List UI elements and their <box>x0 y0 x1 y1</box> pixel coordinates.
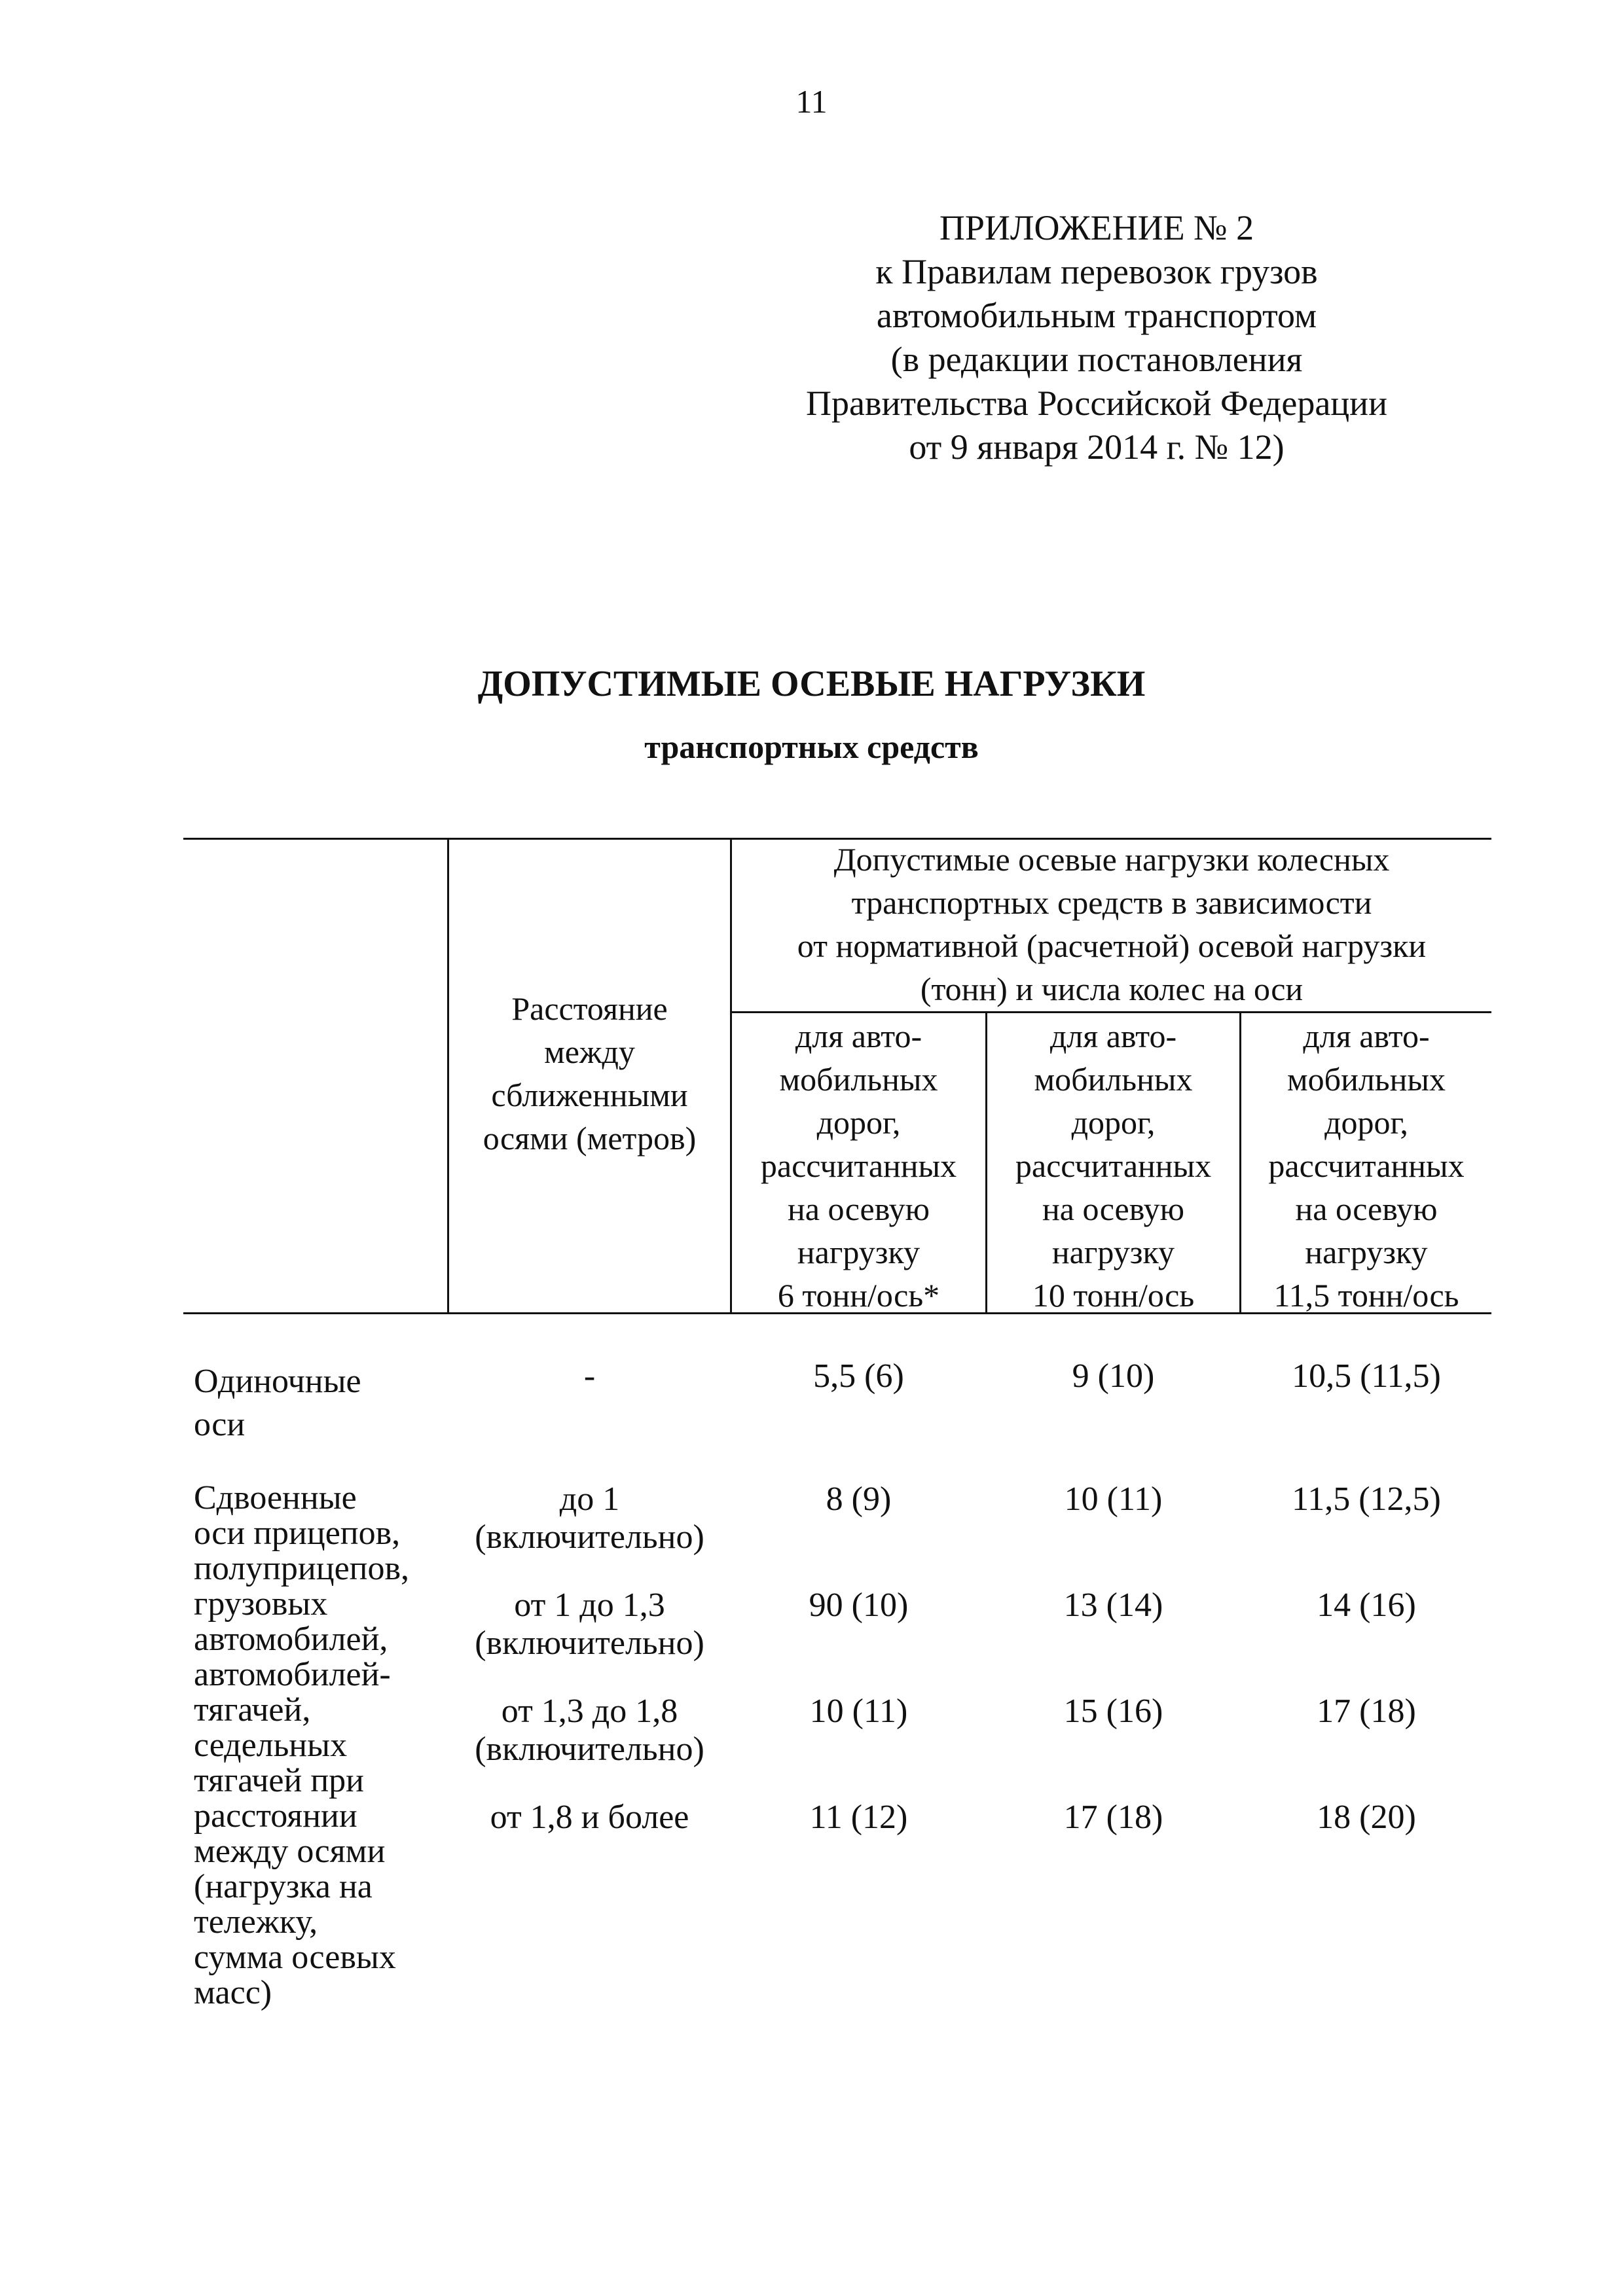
double-value-11-5t: 14 (16) <box>1317 1587 1416 1624</box>
row-label-single: Одиночные оси <box>194 1363 361 1443</box>
double-value-10t: 17 (18) <box>1063 1799 1163 1836</box>
document-title: ДОПУСТИМЫЕ ОСЕВЫЕ НАГРУЗКИ <box>477 664 1146 704</box>
double-value-11-5t: 11,5 (12,5) <box>1292 1480 1441 1518</box>
header-col-6t: для авто- мобильных дорог, рассчитанных на осевую нагрузку 6 тонн/ось* <box>760 1018 957 1314</box>
document-subtitle: транспортных средств <box>644 728 979 765</box>
single-distance: - <box>583 1357 596 1395</box>
appendix-line: к Правилам перевозок грузов <box>875 252 1318 291</box>
double-value-6t: 8 (9) <box>826 1480 892 1518</box>
double-distance: от 1,8 и более <box>490 1799 689 1836</box>
double-value-6t: 11 (12) <box>809 1799 908 1836</box>
double-value-10t: 13 (14) <box>1063 1587 1163 1624</box>
appendix-block <box>753 206 1440 469</box>
double-value-6t: 10 (11) <box>809 1693 908 1730</box>
row-label-double: Сдвоенные оси прицепов, полуприцепов, грузовых автомобилей, автомобилей- тягачей, седельных тягачей при расстоянии между осями (нагрузка на тележку, сумма осевых масс) <box>194 1479 410 2011</box>
single-value-10t: 9 (10) <box>1072 1357 1155 1395</box>
header-col-10t: для авто- мобильных дорог, рассчитанных на осевую нагрузку 10 тонн/ось <box>1015 1018 1212 1314</box>
double-value-10t: 10 (11) <box>1064 1480 1163 1518</box>
appendix-line: ПРИЛОЖЕНИЕ № 2 <box>939 208 1254 247</box>
single-value-6t: 5,5 (6) <box>813 1357 904 1395</box>
single-value-11-5t: 10,5 (11,5) <box>1292 1357 1441 1395</box>
table-group-rule <box>730 1011 1491 1013</box>
double-distance: до 1 (включительно) <box>475 1480 704 1556</box>
header-group: Допустимые осевые нагрузки колесных транспортных средств в зависимости от нормативной (расчетной) осевой нагрузки (тонн) и числа колес на оси <box>797 841 1427 1007</box>
double-value-10t: 15 (16) <box>1063 1693 1163 1730</box>
appendix-line: (в редакции постановления <box>890 340 1303 379</box>
page-number: 11 <box>795 83 828 120</box>
double-distance: от 1,3 до 1,8 (включительно) <box>475 1693 704 1768</box>
appendix-line: Правительства Российской Федерации <box>806 384 1387 423</box>
header-distance: Расстояние между сближенными осями (метров) <box>483 990 697 1157</box>
double-value-6t: 90 (10) <box>809 1587 909 1624</box>
appendix-line: автомобильным транспортом <box>876 296 1317 335</box>
double-value-11-5t: 18 (20) <box>1317 1799 1416 1836</box>
double-value-11-5t: 17 (18) <box>1317 1693 1416 1730</box>
appendix-line: от 9 января 2014 г. № 12) <box>909 427 1285 467</box>
header-col-11-5t: для авто- мобильных дорог, рассчитанных на осевую нагрузку 11,5 тонн/ось <box>1268 1018 1465 1314</box>
double-distance: от 1 до 1,3 (включительно) <box>475 1587 704 1662</box>
